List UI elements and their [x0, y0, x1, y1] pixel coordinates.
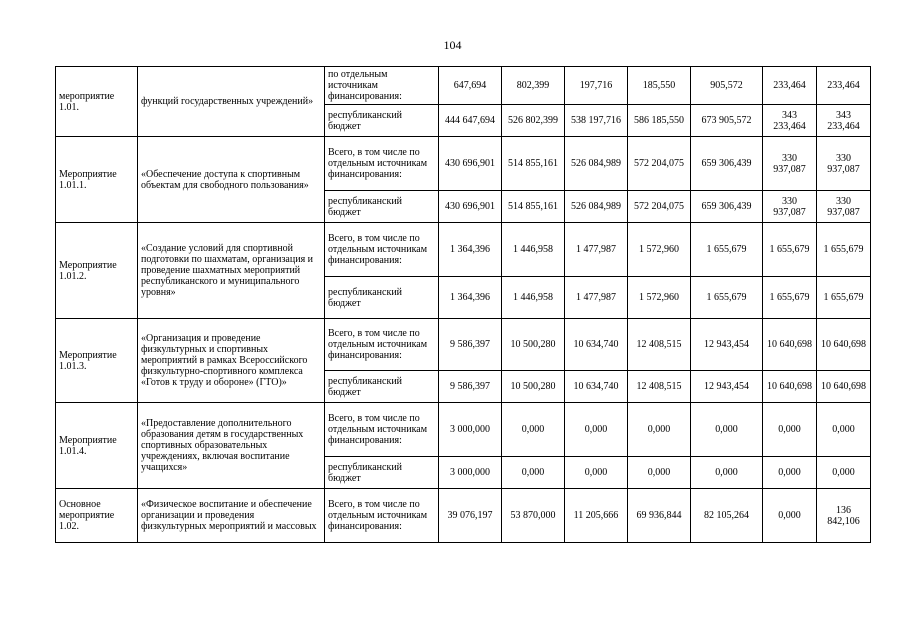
value-cell: 1 655,679 [763, 277, 817, 319]
value-cell: 10 500,280 [502, 319, 565, 371]
value-cell: 0,000 [817, 403, 871, 457]
value-cell: 10 634,740 [565, 371, 628, 403]
value-cell: 233,464 [763, 67, 817, 105]
value-cell: 1 572,960 [628, 223, 691, 277]
value-cell: 197,716 [565, 67, 628, 105]
funding-source: Всего, в том числе по отдельным источникам финансирования: [325, 489, 439, 543]
value-cell: 185,550 [628, 67, 691, 105]
value-cell: 0,000 [565, 403, 628, 457]
value-cell: 69 936,844 [628, 489, 691, 543]
value-cell: 0,000 [763, 457, 817, 489]
value-cell: 9 586,397 [439, 319, 502, 371]
value-cell: 12 943,454 [691, 319, 763, 371]
value-cell: 0,000 [817, 457, 871, 489]
value-cell: 514 855,161 [502, 137, 565, 191]
value-cell: 343 233,464 [763, 105, 817, 137]
activity-name: функций государственных учреждений» [138, 67, 325, 137]
table-row [56, 67, 871, 105]
value-cell: 0,000 [763, 489, 817, 543]
funding-source: по отдельным источникам финансирования: [325, 67, 439, 105]
value-cell: 0,000 [691, 403, 763, 457]
activity-code: Основное мероприятие 1.02. [56, 489, 138, 543]
funding-source: республиканский бюджет [325, 191, 439, 223]
value-cell: 659 306,439 [691, 137, 763, 191]
value-cell: 1 572,960 [628, 277, 691, 319]
value-cell: 1 655,679 [817, 223, 871, 277]
value-cell: 330 937,087 [763, 137, 817, 191]
value-cell: 0,000 [502, 457, 565, 489]
value-cell: 343 233,464 [817, 105, 871, 137]
funding-source: Всего, в том числе по отдельным источникам финансирования: [325, 319, 439, 371]
value-cell: 673 905,572 [691, 105, 763, 137]
value-cell: 0,000 [763, 403, 817, 457]
value-cell: 0,000 [502, 403, 565, 457]
value-cell: 0,000 [565, 457, 628, 489]
table-row [56, 319, 871, 371]
value-cell: 526 802,399 [502, 105, 565, 137]
value-cell: 11 205,666 [565, 489, 628, 543]
value-cell: 1 364,396 [439, 223, 502, 277]
value-cell: 1 446,958 [502, 223, 565, 277]
value-cell: 136 842,106 [817, 489, 871, 543]
value-cell: 1 477,987 [565, 277, 628, 319]
value-cell: 0,000 [691, 457, 763, 489]
funding-source: Всего, в том числе по отдельным источникам финансирования: [325, 137, 439, 191]
table-row [56, 137, 871, 191]
activity-name: «Предоставление дополнительного образования детям в государственных спортивных образовательных учреждениях, включая воспитание учащихся» [138, 403, 325, 489]
funding-source: республиканский бюджет [325, 457, 439, 489]
value-cell: 39 076,197 [439, 489, 502, 543]
activity-code: Мероприятие 1.01.1. [56, 137, 138, 223]
value-cell: 1 446,958 [502, 277, 565, 319]
value-cell: 10 634,740 [565, 319, 628, 371]
value-cell: 1 655,679 [691, 223, 763, 277]
value-cell: 3 000,000 [439, 403, 502, 457]
value-cell: 905,572 [691, 67, 763, 105]
value-cell: 10 500,280 [502, 371, 565, 403]
value-cell: 1 364,396 [439, 277, 502, 319]
value-cell: 0,000 [628, 457, 691, 489]
value-cell: 572 204,075 [628, 137, 691, 191]
value-cell: 3 000,000 [439, 457, 502, 489]
value-cell: 330 937,087 [763, 191, 817, 223]
value-cell: 538 197,716 [565, 105, 628, 137]
value-cell: 444 647,694 [439, 105, 502, 137]
value-cell: 0,000 [628, 403, 691, 457]
activity-name: «Физическое воспитание и обеспечение организации и проведения физкультурных мероприятий и массовых [138, 489, 325, 543]
value-cell: 10 640,698 [817, 371, 871, 403]
value-cell: 526 084,989 [565, 191, 628, 223]
value-cell: 9 586,397 [439, 371, 502, 403]
funding-source: республиканский бюджет [325, 277, 439, 319]
activity-code: мероприятие 1.01. [56, 67, 138, 137]
activity-name: «Создание условий для спортивной подготовки по шахматам, организация и проведение шахматных мероприятий республиканского и муниципального уровня» [138, 223, 325, 319]
funding-source: Всего, в том числе по отдельным источникам финансирования: [325, 223, 439, 277]
value-cell: 82 105,264 [691, 489, 763, 543]
table-row [56, 403, 871, 457]
activity-code: Мероприятие 1.01.4. [56, 403, 138, 489]
funding-table [55, 66, 871, 543]
value-cell: 12 408,515 [628, 319, 691, 371]
value-cell: 430 696,901 [439, 137, 502, 191]
value-cell: 330 937,087 [817, 191, 871, 223]
value-cell: 430 696,901 [439, 191, 502, 223]
value-cell: 1 655,679 [817, 277, 871, 319]
value-cell: 1 655,679 [763, 223, 817, 277]
value-cell: 572 204,075 [628, 191, 691, 223]
value-cell: 514 855,161 [502, 191, 565, 223]
value-cell: 330 937,087 [817, 137, 871, 191]
table-row [56, 489, 871, 543]
activity-code: Мероприятие 1.01.3. [56, 319, 138, 403]
value-cell: 10 640,698 [817, 319, 871, 371]
activity-code: Мероприятие 1.01.2. [56, 223, 138, 319]
funding-source: Всего, в том числе по отдельным источникам финансирования: [325, 403, 439, 457]
value-cell: 1 655,679 [691, 277, 763, 319]
page-number: 104 [443, 38, 462, 52]
table-row [56, 223, 871, 277]
funding-source: республиканский бюджет [325, 105, 439, 137]
value-cell: 647,694 [439, 67, 502, 105]
value-cell: 526 084,989 [565, 137, 628, 191]
activity-name: «Обеспечение доступа к спортивным объектам для свободного пользования» [138, 137, 325, 223]
value-cell: 1 477,987 [565, 223, 628, 277]
value-cell: 233,464 [817, 67, 871, 105]
value-cell: 10 640,698 [763, 371, 817, 403]
value-cell: 12 408,515 [628, 371, 691, 403]
value-cell: 10 640,698 [763, 319, 817, 371]
value-cell: 12 943,454 [691, 371, 763, 403]
value-cell: 659 306,439 [691, 191, 763, 223]
value-cell: 586 185,550 [628, 105, 691, 137]
funding-source: республиканский бюджет [325, 371, 439, 403]
value-cell: 53 870,000 [502, 489, 565, 543]
activity-name: «Организация и проведение физкультурных и спортивных мероприятий в рамках Всероссийского физкультурно-спортивного комплекса «Готов к труду и обороне» (ГТО)» [138, 319, 325, 403]
value-cell: 802,399 [502, 67, 565, 105]
